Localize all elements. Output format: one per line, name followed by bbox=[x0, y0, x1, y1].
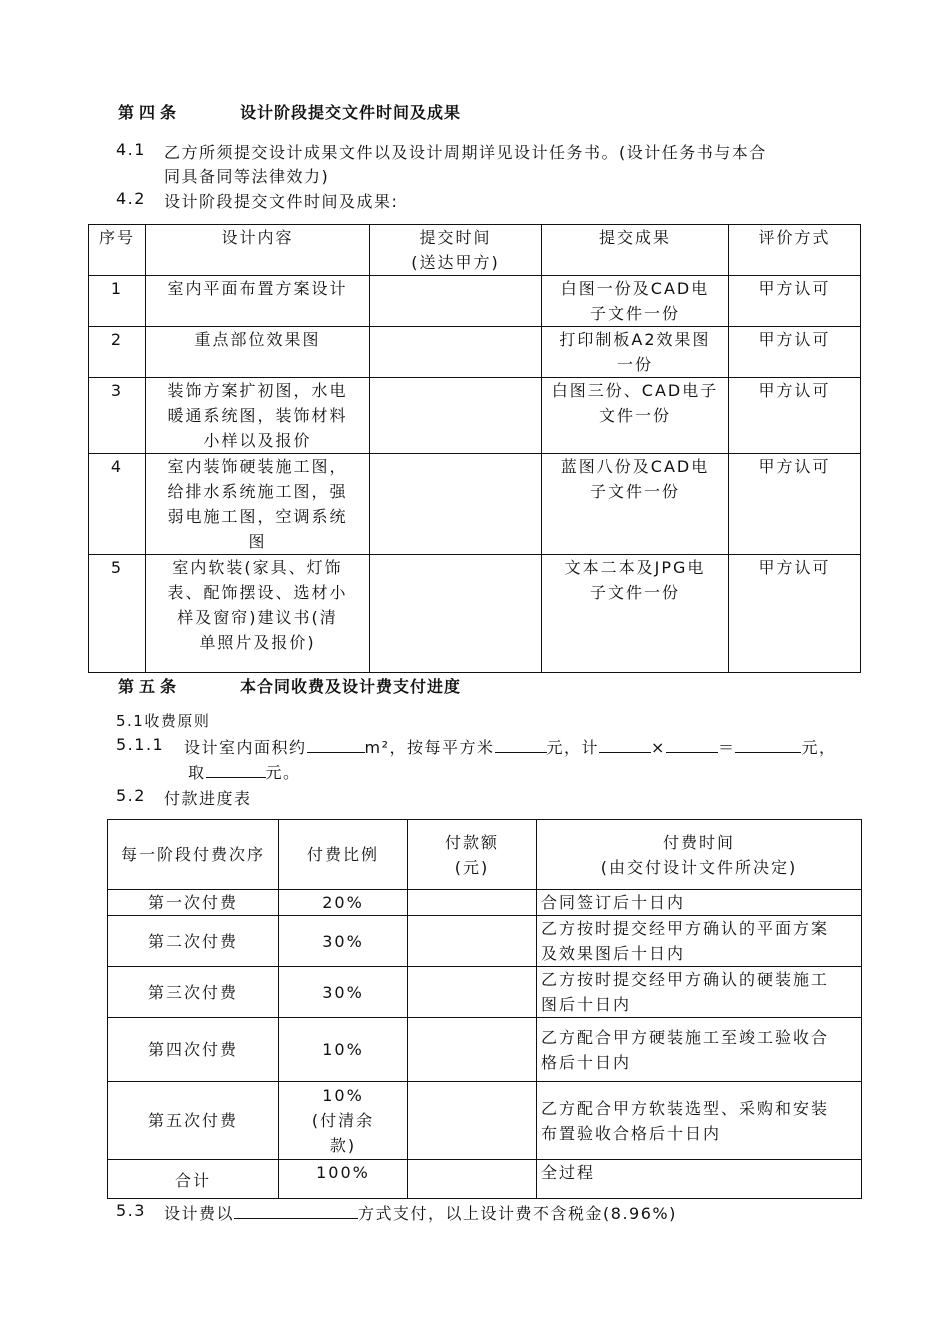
row-ratio: 20% bbox=[279, 890, 408, 916]
table-header-row bbox=[108, 820, 862, 890]
row-time bbox=[370, 276, 542, 327]
area-blank bbox=[307, 735, 365, 753]
row-ratio: 30% bbox=[279, 916, 408, 967]
table-row bbox=[89, 454, 861, 555]
article4-number: 第四条 bbox=[118, 103, 182, 122]
unit-price-blank bbox=[495, 735, 547, 753]
row-stage: 第三次付费 bbox=[108, 967, 279, 1018]
equals-sign: ＝ bbox=[717, 738, 736, 757]
clause-5-2 bbox=[116, 786, 252, 808]
row-stage: 第二次付费 bbox=[108, 916, 279, 967]
article5-heading bbox=[118, 674, 462, 697]
row-pay-time: 乙方配合甲方软装选型、采购和安装 布置验收合格后十日内 bbox=[537, 1082, 862, 1160]
row-stage: 第四次付费 bbox=[108, 1018, 279, 1082]
row-amount bbox=[408, 890, 537, 916]
header-no: 序号 bbox=[89, 225, 146, 276]
multiplier-blank bbox=[666, 735, 718, 753]
table-row bbox=[89, 276, 861, 327]
final-amount-blank bbox=[206, 760, 266, 778]
header-stage: 每一阶段付费次序 bbox=[108, 820, 279, 890]
table-row bbox=[89, 327, 861, 378]
payment-method-note: 方式支付，以上设计费不含税金(8.96%) bbox=[358, 1204, 677, 1223]
row-amount bbox=[408, 967, 537, 1018]
row-ratio: 10% bbox=[279, 1018, 408, 1082]
row-method: 甲方认可 bbox=[729, 276, 861, 327]
row-ratio: 30% bbox=[279, 967, 408, 1018]
table-row bbox=[108, 1082, 862, 1160]
clause-4-1-line2: 同具备同等法律效力) bbox=[164, 167, 330, 186]
row-no: 4 bbox=[89, 454, 146, 555]
row-no: 2 bbox=[89, 327, 146, 378]
header-amount: 付款额 (元) bbox=[408, 820, 537, 890]
clause-5-1-1 bbox=[116, 735, 837, 757]
take-label: 取 bbox=[188, 763, 206, 782]
row-time bbox=[370, 327, 542, 378]
row-time bbox=[370, 555, 542, 673]
clause-5-1-1-line2 bbox=[188, 760, 301, 783]
table-row bbox=[108, 967, 862, 1018]
row-content: 室内软装(家具、灯饰 表、配饰摆设、选材小 样及窗帘)建议书(清 单照片及报价) bbox=[146, 555, 370, 673]
row-pay-time: 合同签订后十日内 bbox=[537, 890, 862, 916]
area-label: 设计室内面积约 bbox=[184, 738, 307, 757]
final-yuan-label: 元。 bbox=[265, 763, 301, 782]
submission-table bbox=[88, 224, 861, 673]
total-ratio: 100% bbox=[279, 1160, 408, 1199]
table-row bbox=[108, 890, 862, 916]
total-label: 元，计 bbox=[546, 738, 600, 757]
table-row bbox=[108, 916, 862, 967]
payment-method-label: 设计费以 bbox=[164, 1204, 235, 1223]
row-amount bbox=[408, 916, 537, 967]
row-pay-time: 乙方配合甲方硬装施工至竣工验收合 格后十日内 bbox=[537, 1018, 862, 1082]
row-result: 白图一份及CAD电 子文件一份 bbox=[542, 276, 729, 327]
row-pay-time: 乙方按时提交经甲方确认的硬装施工 图后十日内 bbox=[537, 967, 862, 1018]
row-amount bbox=[408, 1018, 537, 1082]
table-header-row bbox=[89, 225, 861, 276]
row-ratio: 10% (付清余 款) bbox=[279, 1082, 408, 1160]
row-time bbox=[370, 454, 542, 555]
clause-5-2-number: 5.2 bbox=[116, 786, 146, 805]
row-stage: 第五次付费 bbox=[108, 1082, 279, 1160]
row-no: 3 bbox=[89, 378, 146, 454]
row-method: 甲方认可 bbox=[729, 454, 861, 555]
clause-4-2-text: 设计阶段提交文件时间及成果: bbox=[164, 192, 399, 211]
row-method: 甲方认可 bbox=[729, 378, 861, 454]
row-no: 5 bbox=[89, 555, 146, 673]
table-row bbox=[89, 378, 861, 454]
article5-title: 本合同收费及设计费支付进度 bbox=[240, 677, 462, 696]
article4-heading bbox=[118, 100, 462, 123]
payment-table bbox=[107, 819, 862, 1199]
multiplicand-blank bbox=[599, 735, 651, 753]
article4-title: 设计阶段提交文件时间及成果 bbox=[240, 103, 462, 122]
clause-5-3 bbox=[116, 1201, 677, 1223]
unit-price-label: m²，按每平方米 bbox=[364, 738, 495, 757]
payment-method-blank bbox=[234, 1201, 358, 1219]
row-content: 室内装饰硬装施工图， 给排水系统施工图，强 弱电施工图，空调系统 图 bbox=[146, 454, 370, 555]
table-total-row bbox=[108, 1160, 862, 1199]
product-blank bbox=[735, 735, 801, 753]
row-method: 甲方认可 bbox=[729, 555, 861, 673]
row-stage: 第一次付费 bbox=[108, 890, 279, 916]
header-method: 评价方式 bbox=[729, 225, 861, 276]
total-stage: 合计 bbox=[108, 1160, 279, 1199]
row-result: 文本二本及JPG电 子文件一份 bbox=[542, 555, 729, 673]
row-pay-time: 乙方按时提交经甲方确认的平面方案 及效果图后十日内 bbox=[537, 916, 862, 967]
header-ratio: 付费比例 bbox=[279, 820, 408, 890]
header-content: 设计内容 bbox=[146, 225, 370, 276]
clause-4-2 bbox=[116, 189, 399, 211]
times-sign: × bbox=[651, 738, 666, 757]
row-method: 甲方认可 bbox=[729, 327, 861, 378]
table-row bbox=[108, 1018, 862, 1082]
row-result: 白图三份、CAD电子 文件一份 bbox=[542, 378, 729, 454]
clause-4-1-line1: 乙方所须提交设计成果文件以及设计周期详见设计任务书。(设计任务书与本合 bbox=[164, 143, 767, 162]
header-result: 提交成果 bbox=[542, 225, 729, 276]
row-content: 装饰方案扩初图，水电 暖通系统图，装饰材料 小样以及报价 bbox=[146, 378, 370, 454]
clause-4-2-number: 4.2 bbox=[116, 189, 146, 208]
row-no: 1 bbox=[89, 276, 146, 327]
yuan-label: 元， bbox=[801, 738, 837, 757]
clause-5-1-1-number: 5.1.1 bbox=[116, 735, 165, 754]
clause-4-1 bbox=[116, 140, 767, 162]
total-pay-time: 全过程 bbox=[537, 1160, 862, 1199]
clause-5-2-text: 付款进度表 bbox=[164, 789, 252, 808]
row-time bbox=[370, 378, 542, 454]
table-row bbox=[89, 555, 861, 673]
header-time: 提交时间 (送达甲方) bbox=[370, 225, 542, 276]
row-result: 蓝图八份及CAD电 子文件一份 bbox=[542, 454, 729, 555]
clause-5-3-number: 5.3 bbox=[116, 1201, 146, 1220]
total-amount bbox=[408, 1160, 537, 1199]
clause-4-1-number: 4.1 bbox=[116, 140, 146, 159]
row-content: 室内平面布置方案设计 bbox=[146, 276, 370, 327]
article5-number: 第五条 bbox=[118, 677, 182, 696]
row-content: 重点部位效果图 bbox=[146, 327, 370, 378]
row-amount bbox=[408, 1082, 537, 1160]
header-pay-time: 付费时间 (由交付设计文件所决定) bbox=[537, 820, 862, 890]
row-result: 打印制板A2效果图 一份 bbox=[542, 327, 729, 378]
clause-5-1: 5.1收费原则 bbox=[116, 712, 211, 730]
